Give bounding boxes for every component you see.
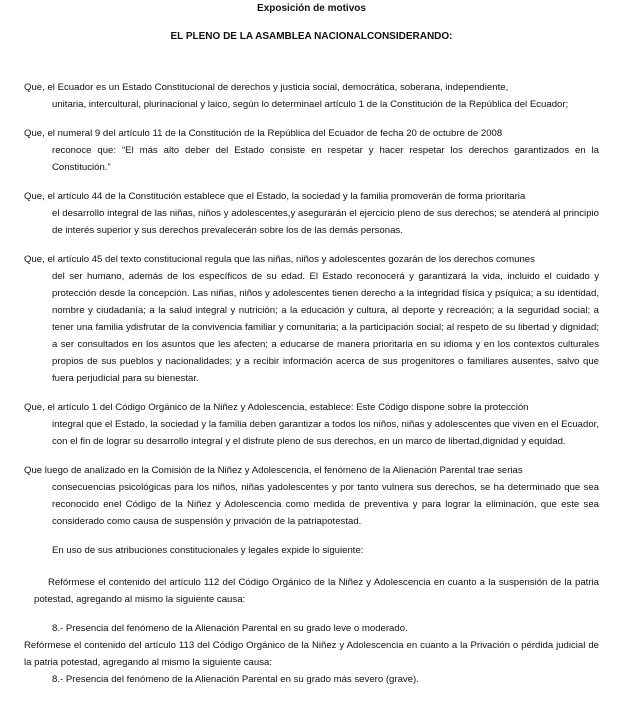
reform-article-113: Refórmese el contenido del artículo 113 del Código Orgánico de la Niñez y Adolescencia en cuanto a la Privación o pérdida judicial de la patria potestad, agregando al mismo la siguiente causa: <box>24 640 599 668</box>
cause-8-privation: 8.- Presencia del fenómeno de la Alienación Parental en su grado más severo (grave). <box>52 674 419 685</box>
considerando-2-text: reconoce que: “El más alto deber del Estado consiste en respetar y hacer respetar los derechos garantizados en la Constitución.” <box>52 145 599 173</box>
considerando-2-first-line: Que, el numeral 9 del artículo 11 de la Constitución de la República del Ecuador de fecha 20 de octubre de 2008 <box>24 128 503 139</box>
considerando-2 <box>24 125 599 176</box>
considerando-6 <box>24 462 599 530</box>
cause-8-suspension: 8.- Presencia del fenómeno de la Alienación Parental en su grado leve o moderado. <box>52 623 408 634</box>
document-subtitle: EL PLENO DE LA ASAMBLEA NACIONALCONSIDERANDO: <box>170 31 453 42</box>
considerando-5-first-line: Que, el artículo 1 del Código Orgánico de la Niñez y Adolescencia, establece: Este Código dispone sobre la protección <box>24 402 529 413</box>
considerando-6-text: consecuencias psicológicas para los niños, niñas yadolescentes y por tanto vulnera sus derechos, se ha determinado que sea reconocido enel Código de la Niñez y Adolescencia como medida de preventiva y para lograr la eliminación, que este sea considerado como causa de suspensión y privación de la patriapotestad. <box>52 482 599 527</box>
considerando-1-first-line: Que, el Ecuador es un Estado Constitucional de derechos y justicia social, democrática, soberana, independiente, <box>24 82 509 93</box>
considerando-1-text: unitaria, intercultural, plurinacional y laico, según lo determinael artículo 1 de la Constitución de la República del Ecuador; <box>52 99 569 110</box>
considerando-4 <box>24 251 599 387</box>
considerando-5 <box>24 399 599 450</box>
attributions-paragraph: En uso de sus atribuciones constitucionales y legales expide lo siguiente: <box>52 545 364 556</box>
considerando-1 <box>24 79 599 113</box>
considerando-5-text: integral que el Estado, la sociedad y la familia deben garantizar a todos los niños, niñas y adolescentes que viven en el Ecuador, con el fin de lograr su desarrollo integral y el disfrute pleno de sus derechos, en un marco de libertad,dignidad y equidad. <box>52 419 599 447</box>
considerando-3 <box>24 188 599 239</box>
considerando-4-text: del ser humano, además de los específicos de su edad. El Estado reconocerá y garantizará la vida, incluido el cuidado y protección desde la concepción. Las niñas, niños y adolescentes tienen derecho a la integridad física y psíquica; a su identidad, nombre y ciudadanía; a la salud integral y nutrición; a la educación y cultura, al deporte y recreación; a la seguridad social; a tener una familia ydisfrutar de la convivencia familiar y comunitaria; a la participación social; al respeto de su libertad y dignidad; a ser consultados en los asuntos que les afecten; a educarse de manera prioritaria en su idioma y en los contextos culturales propios de sus pueblos y nacionalidades; y a recibir información acerca de sus progenitores o familiares ausentes, salvo que fuera perjudicial para su bienestar. <box>52 271 599 384</box>
reform-article-112: Refórmese el contenido del artículo 112 del Código Orgánico de la Niñez y Adolescencia en cuanto a la suspensión de la patria potestad, agregando al mismo la siguiente causa: <box>34 577 599 605</box>
document-title: Exposición de motivos <box>257 3 366 14</box>
considerando-6-first-line: Que luego de analizado en la Comisión de la Niñez y Adolescencia, el fenómeno de la Alienación Parental trae serias <box>24 465 523 476</box>
considerando-4-first-line: Que, el artículo 45 del texto constitucional regula que las niñas, niños y adolescentes gozarán de los derechos comunes <box>24 254 535 265</box>
considerando-3-text: el desarrollo integral de las niñas, niños y adolescentes,y asegurarán el ejercicio pleno de sus derechos; se atenderá al principio de interés superior y sus derechos prevalecerán sobre los de las demás personas. <box>52 208 599 236</box>
considerando-3-first-line: Que, el artículo 44 de la Constitución establece que el Estado, la sociedad y la familia promoverán de forma prioritaria <box>24 191 526 202</box>
